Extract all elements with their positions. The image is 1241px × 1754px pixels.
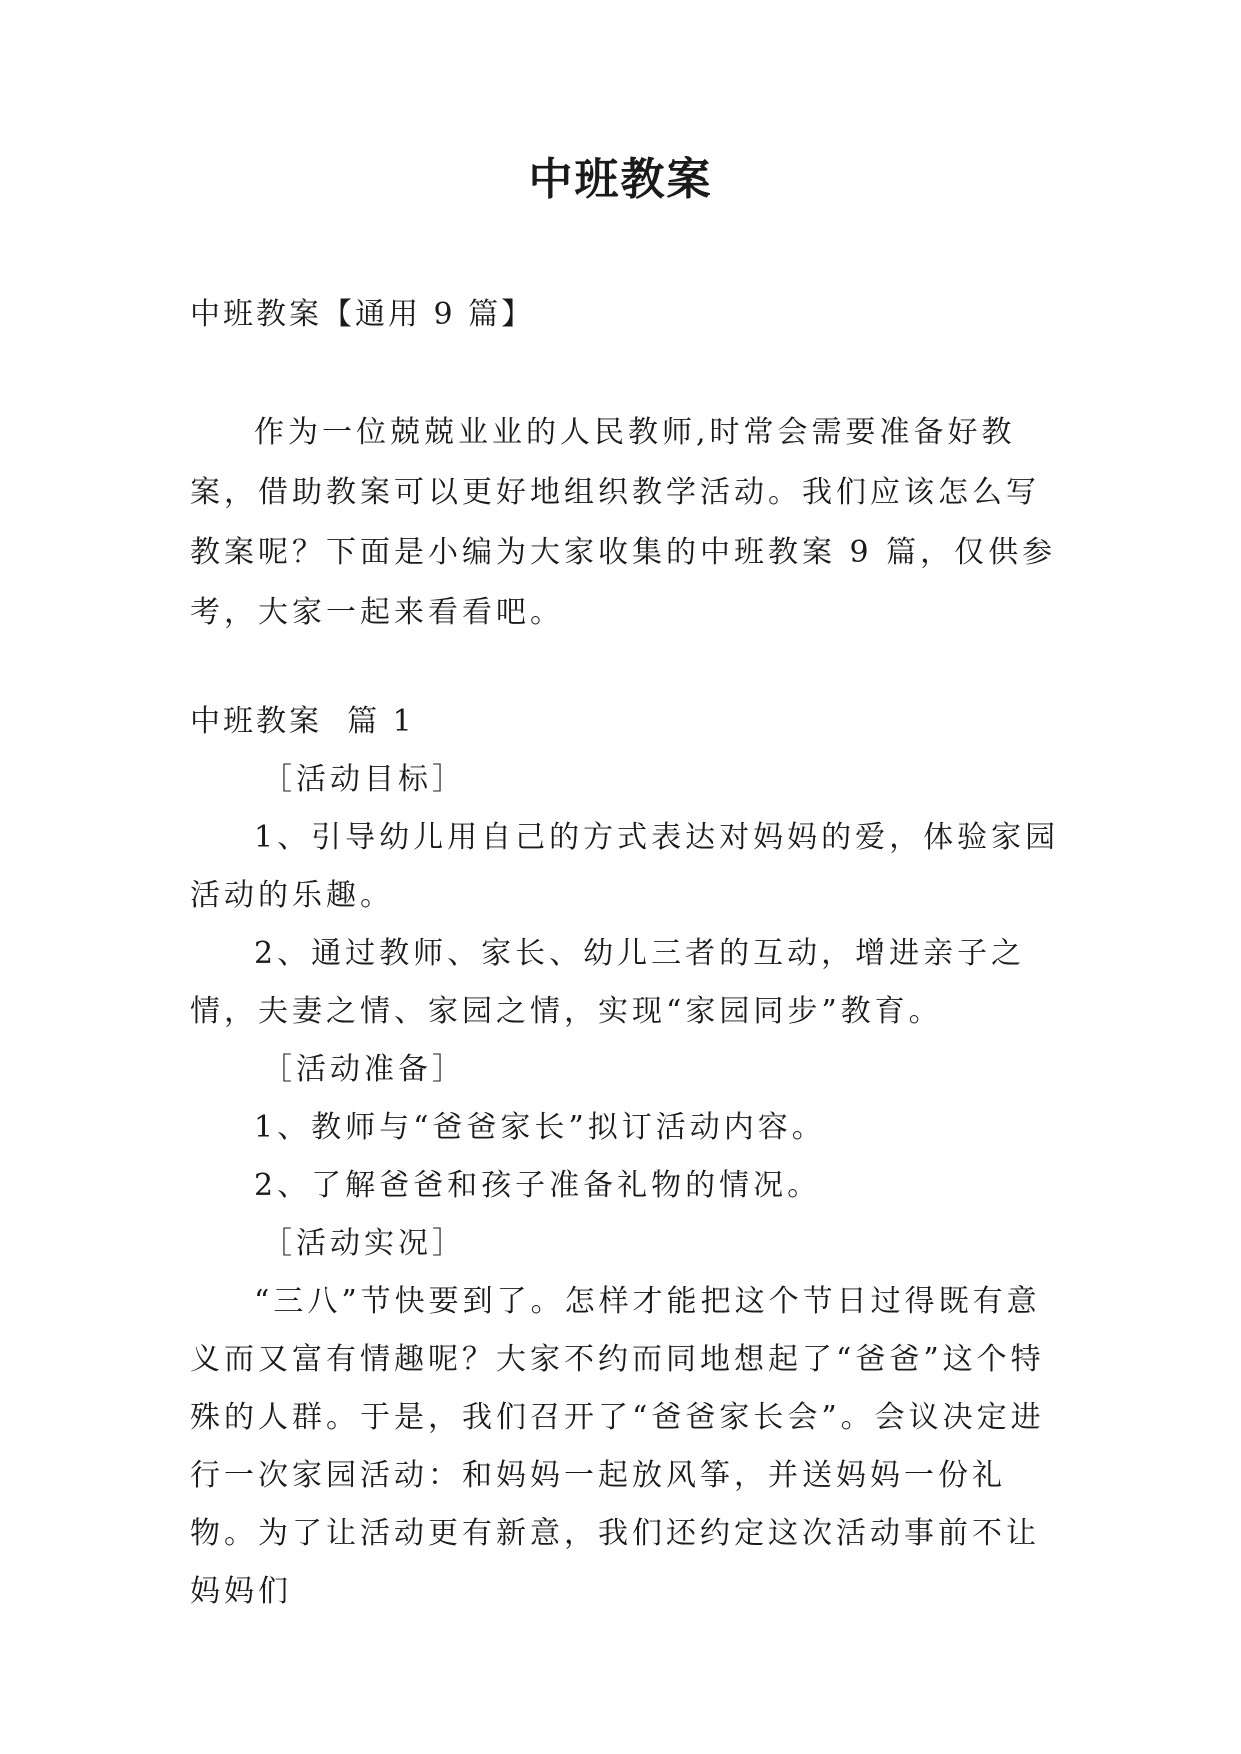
prep-item-1: 1、教师与“爸爸家长”拟订活动内容。: [254, 1110, 826, 1145]
prep-heading: ［活动准备］: [262, 1052, 466, 1087]
document-subtitle: 中班教案【通用 9 篇】: [190, 297, 535, 332]
goal-item-2: 2、通过教师、家长、幼儿三者的互动，增进亲子之情，夫妻之情、家园之情，实现“家园同步”教育。: [190, 936, 1026, 1029]
document-title: 中班教案: [528, 154, 713, 205]
section-1: [190, 693, 1070, 1621]
goal-heading: ［活动目标］: [262, 762, 466, 797]
situation-heading: ［活动实况］: [262, 1226, 466, 1261]
goal-item-1: 1、引导幼儿用自己的方式表达对妈妈的爱，体验家园活动的乐趣。: [190, 820, 1060, 913]
intro-paragraph: 作为一位兢兢业业的人民教师,时常会需要准备好教案，借助教案可以更好地组织教学活动。我们应该怎么写教案呢？下面是小编为大家收集的中班教案 9 篇，仅供参考，大家一起来看看吧。: [190, 415, 1057, 630]
situation-paragraph: “三八”节快要到了。怎样才能把这个节日过得既有意义而又富有情趣呢？大家不约而同地想起了“爸爸”这个特殊的人群。于是，我们召开了“爸爸家长会”。会议决定进行一次家园活动：和妈妈一起放风筝，并送妈妈一份礼物。为了让活动更有新意，我们还约定这次活动事前不让妈妈们: [190, 1284, 1045, 1609]
section-1-heading: 中班教案 篇 1: [190, 704, 415, 739]
prep-item-2: 2、了解爸爸和孩子准备礼物的情况。: [254, 1168, 822, 1203]
